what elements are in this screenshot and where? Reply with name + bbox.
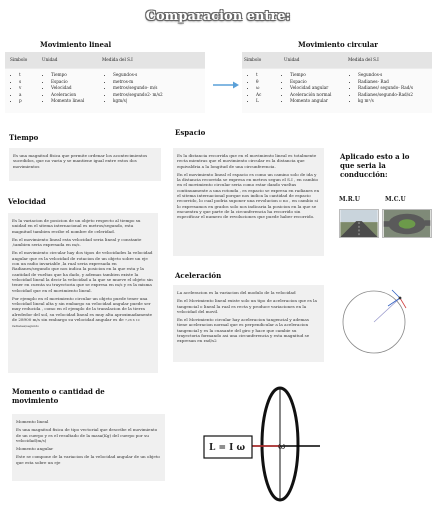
linear-table [5, 52, 205, 113]
list-item: • Radianes- Rad [358, 79, 413, 86]
aceleracion-p2: En el Movimiento lineal existe solo un tipo de aceleracion que es la tangencial o lineal la rual es recta y produce variaciones en la velocidad del movil. [177, 298, 317, 314]
linear-measures-list [105, 72, 163, 105]
circular-col-measure: Medida del S.I [348, 57, 379, 62]
formula-text: L = I ω [209, 443, 246, 453]
list-item: • Velocidad angular [290, 85, 331, 92]
list-item: • Momento angular [290, 98, 331, 105]
circular-symbols-list [248, 72, 261, 105]
list-item: • ω [256, 85, 261, 92]
velocidad-p2: En el movimiento lineal esta velocidad seria lineal y constante ,tambien seria expresada en m/s. [12, 236, 142, 248]
list-item: • Tiempo [51, 72, 84, 79]
circular-col-unit: Unidad [284, 57, 300, 62]
list-item: • L [256, 98, 261, 105]
list-item: • Ac [256, 92, 261, 99]
velocidad-p4 [12, 296, 154, 330]
list-item: • Radianes/segundo-Rad/s2 [358, 92, 413, 99]
list-item: • Espacio [51, 79, 84, 86]
aplicado-title: Aplicado esto a lo que seria la conducción: [340, 152, 410, 179]
linear-units-list [43, 72, 84, 105]
linear-heading: Movimiento lineal [40, 40, 112, 49]
omega-symbol: ω [278, 442, 286, 452]
list-item: • v [19, 85, 22, 92]
tiempo-text: Es una magnitud física que permite ordenar los acontecimientos sucedidos, que no varia y se mantiene igual entre estos dos movimientos [13, 153, 148, 169]
velocidad-box [8, 213, 158, 373]
page-title: Comparacion entre: [145, 9, 291, 24]
mcu-label: M.C.U [385, 196, 406, 203]
list-item: • Segundos-s [113, 72, 163, 79]
aceleracion-p1: La aceleracion es la variacion del modulo de la velocidad [177, 290, 296, 295]
espacio-box [173, 148, 324, 256]
linear-col-unit: Unidad [42, 57, 58, 62]
mru-label: M.R.U [339, 196, 361, 203]
list-item: • t [19, 72, 22, 79]
aceleracion-p3: En el Movimiento circular hay aceleracion tangencial y ademas tiene aceleracion normal que es perpendicular a la aceleracion tangencial y es la cuasante del giro y hace que cambie su trayectoria formando asi una circunferencia y esta magnitud se expresan en rad/s2 [177, 317, 310, 344]
list-item: • metros-m [113, 79, 163, 86]
circular-table [242, 52, 432, 113]
momento-title: Momento o cantidad de movimiento [12, 387, 105, 405]
list-item: • Segundos-s [358, 72, 413, 79]
momento-box [12, 414, 165, 481]
straight-road-image [339, 209, 379, 238]
aceleracion-title: Aceleración [175, 271, 222, 280]
list-item: • metros/segundo2- m/s2 [113, 92, 163, 99]
momento-l2: Es una magnitud fisica de tipo vectorial que describe el movimiento de un cuerpo y es el resultado de la masa(Kg) del cuerpo por su velocidad(m/s) [16, 427, 158, 443]
linear-table-body [5, 69, 205, 113]
momento-l3: Momento angular [16, 446, 54, 452]
tiempo-box [9, 148, 161, 181]
circular-motion-diagram [340, 282, 412, 358]
roundabout-image [382, 209, 432, 238]
list-item: • Momento lineal [51, 98, 84, 105]
list-item: • kgm/s| [113, 98, 163, 105]
velocidad-p3: En el movimiento circular hay dos tipos de velocidades la velocidad angular que es la velocidad de rotacion de un objeto sobre un eje con un radio invariable ,la rual seria expresada en Radianes/segundo que nos indica la posicion en la que esta y la cantidad de vueltas que ha dado, y ademas tambien existe la velocidad lineal la decir la velocidad a la que se mueve el objeto sin tener en cuenta su trayectoria que se expresa en m/s y es la misma velocidad que en el movimiento lineal. [12, 250, 153, 293]
linear-symbols-list [11, 72, 22, 105]
linear-table-header [5, 52, 205, 68]
tiempo-title: Tiempo [9, 133, 39, 142]
espacio-p2: En el movimiento lineal el espacio es como un camino solo de ida y la distancia recorrida se expresa en metros segun el S.I , en cambio en el movimiento circular seria como estar dando vueltas continuamente a una rotonda , es espacio se expresa en radianes en el sitema internacional porque nos indica la cantidad de espacio recorrido, lo cual podria suponer una revolucion o no , en cambio si lo expresamos en grados solo nos indicaria la posicion en la que se encuentra y que parte de la circunferencia ha recorrido sin especificar el numero de revoluciones que puede haber recorrido. [177, 171, 320, 220]
circular-units-list [282, 72, 331, 105]
circular-measures-list [350, 72, 413, 105]
circular-table-body [242, 69, 432, 113]
list-item: • Aceleración normal [290, 92, 331, 99]
velocidad-p4-small: 7,26 X 10 radianes/segundo [12, 318, 140, 329]
espacio-title: Espacio [175, 128, 206, 137]
list-item: • metros/segundo- m/s [113, 85, 163, 92]
circular-table-header [242, 52, 432, 68]
list-item: • Velocidad [51, 85, 84, 92]
velocidad-title: Velocidad [8, 197, 46, 206]
arrow-right-icon [212, 80, 240, 90]
list-item: • p [19, 98, 22, 105]
linear-col-symbol: Simbolo [10, 57, 28, 62]
linear-col-measure: Medida del S.I [102, 57, 133, 62]
circular-col-symbol: Simbolo [244, 57, 262, 62]
list-item: • Aceleracion [51, 92, 84, 99]
espacio-p1: Es la distancia recorrida que en el movimiento lineal es totalmente recta mientras que el movimiento circular es la distancia que equivaldria a la longitud de una circunferencia. [177, 153, 317, 169]
list-item: • Tiempo [290, 72, 331, 79]
momento-l4: Este se compone de la variacion de la velocidad angular de un objeto que esta sobre un eje [16, 454, 160, 465]
momento-l1: Momento lineal [16, 419, 49, 424]
velocidad-p1: Es la variacion de posicion de un objeto respecto al tiempo su unidad en el sitema internacional es metros/segundo, esta magnitud tambien recibe el nombre de celeridad. [12, 218, 141, 234]
list-item: • Espacio [290, 79, 331, 86]
velocidad-p4-text: Por ejemplo en el movimiento circular un objeto puede tener una velocidad lineal alta y sin embargo su velocidad angular puede ser muy reducida , como en el ejemplo de la translacion de la tierra alrededor del sol, su velocidad lineal es muy alta aproximadamente de 28900 m/s sin embargo su velocidad angular es de [12, 295, 153, 323]
list-item: • s [19, 79, 22, 86]
list-item: • Radianes/ segundo- Rad/s [358, 85, 413, 92]
aceleracion-box [173, 285, 324, 362]
list-item: • θ [256, 79, 261, 86]
list-item: • a [19, 92, 22, 99]
list-item: • kg m²/s [358, 98, 413, 105]
circular-heading: Movimiento circular [298, 40, 378, 49]
list-item: • t [256, 72, 261, 79]
